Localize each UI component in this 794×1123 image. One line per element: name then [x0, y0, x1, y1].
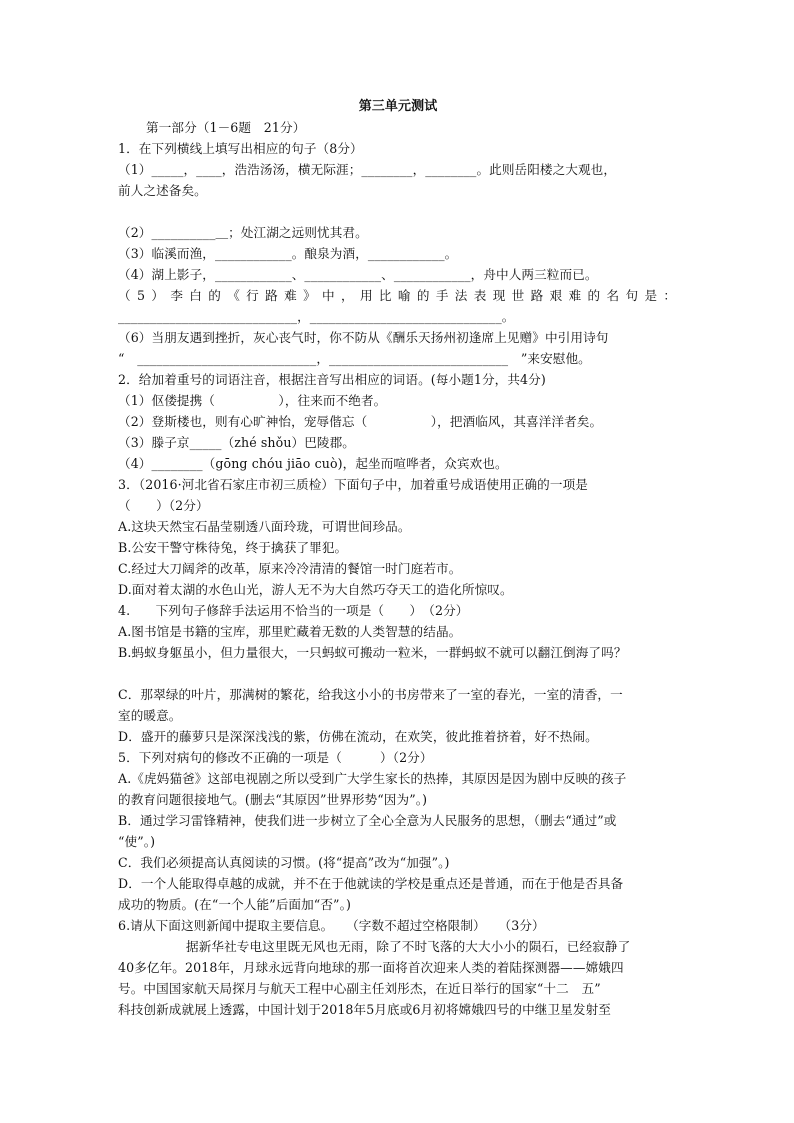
q5-option-d: D．一个人能取得卓越的成就，并不在于他就读的学校是重点还是普通，而在于他是否具备	[118, 876, 624, 891]
q1-line-1: （1）_____，____，浩浩汤汤，横无际涯；________，________。此则岳阳楼之大观也，	[118, 162, 617, 177]
q6-passage-line-1: 据新华社专电这里既无风也无雨，除了不时飞落的大大小小的陨石，已经寂静了	[186, 939, 631, 954]
q3-option-d: D.面对着太湖的水色山光，游人无不为大自然巧夺天工的造化所惊叹。	[118, 582, 513, 597]
q1-stem: 1．在下列横线上填写出相应的句子（8分）	[118, 141, 363, 156]
q6-passage-line-4: 科技创新成就展上透露，中国计划于2018年5月底或6月初将嫦娥四号的中继卫星发射至	[118, 1002, 611, 1017]
q2-line-4: （4）________（gōng chóu jiāo cuò)，起坐而喧哗者，众宾欢也。	[118, 456, 508, 471]
q2-line-2: （2）登斯楼也，则有心旷神怡，宠辱偕忘（ ），把酒临风，其喜洋洋者矣。	[118, 414, 603, 429]
q3-option-a: A.这块天然宝石晶莹剔透八面玲珑，可谓世间珍品。	[118, 519, 411, 534]
page-title: 第三单元测试	[358, 99, 438, 114]
q3-option-c: C.经过大刀阔斧的改革，原来冷冷清清的餐馆一时门庭若市。	[118, 561, 462, 576]
q4-option-d: D．盛开的藤萝只是深深浅浅的紫，仿佛在流动，在欢笑，彼此推着挤着，好不热闹。	[118, 729, 598, 744]
q2-stem: 2．给加着重号的词语注音，根据注音写出相应的词语。(每小题1分，共4分)	[118, 372, 546, 387]
q4-stem: 4. 下列句子修辞手法运用不恰当的一项是（ ） （2分）	[118, 603, 469, 618]
q1-line-4: （4）湖上影子，____________、____________、____________，舟中人两三粒而已。	[118, 267, 598, 282]
q5-option-b2: “使”。)	[118, 834, 156, 849]
q1-line-5: （5）李白的《行路难》中，用比喻的手法表现世路艰难的名句是：	[118, 288, 678, 303]
spacer	[118, 201, 678, 222]
q5-option-a2: 的教育问题很接地气。(删去“其原因”世界形势“因为”。)	[118, 792, 428, 807]
q3-stem-2: （ ）（2分）	[118, 498, 209, 513]
part-heading: 第一部分（1－6题 21分）	[146, 120, 306, 135]
q4-option-b: B.蚂蚁身躯虽小，但力量很大，一只蚂蚁可搬动一粒米，一群蚂蚁不就可以翻江倒海了吗？	[118, 645, 627, 660]
q1-line-6b: “ ____________________________，____________________________ ”来安慰他。	[118, 351, 591, 366]
q3-option-b: B.公安干警守株待兔，终于擒获了罪犯。	[118, 540, 348, 555]
q1-line-1b: 前人之述备矣。	[118, 183, 207, 198]
q1-line-5b: ____________________________，______________________________。	[118, 309, 515, 324]
q5-option-d2: 成功的物质。(在“一个人能”后面加“否”。)	[118, 897, 351, 912]
document-body	[118, 96, 678, 1020]
q6-stem: 6.请从下面这则新闻中提取主要信息。 （字数不超过空格限制） （3分）	[118, 918, 545, 933]
q1-line-2: （2）__________＿；处江湖之远则忧其君。	[118, 225, 368, 240]
q3-stem: 3．（2016·河北省石家庄市初三质检）下面句子中，加着重号成语使用正确的一项是	[118, 477, 588, 492]
q2-line-1: （1）伛偻提携（ ），往来而不绝者。	[118, 393, 387, 408]
q4-option-a: A.图书馆是书籍的宝库，那里贮藏着无数的人类智慧的结晶。	[118, 624, 462, 639]
q5-option-b: B．通过学习雷锋精神，使我们进一步树立了全心全意为人民服务的思想，（删去“通过”或	[118, 813, 617, 828]
q5-option-c: C．我们必须提高认真阅读的习惯。(将“提高”改为“加强”。)	[118, 855, 450, 870]
q6-passage-line-3: 号。中国国家航天局探月与航天工程中心副主任刘彤杰，在近日举行的国家“十二 五”	[118, 981, 601, 996]
spacer	[118, 663, 678, 684]
q6-passage-line-2: 40多亿年。2018年，月球永远背向地球的那一面将首次迎来人类的着陆探测器——嫦娥四	[118, 960, 624, 975]
q1-line-3: （3）临溪而渔，____________。酿泉为酒，____________。	[118, 246, 458, 261]
q4-option-c2: 室的暖意。	[118, 708, 182, 723]
q5-stem: 5．下列对病句的修改不正确的一项是（ ）（2分）	[118, 750, 433, 765]
q2-line-3: （3）滕子京_____（zhé shǒu）巴陵郡。	[118, 435, 355, 450]
q4-option-c: C．那翠绿的叶片，那满树的繁花，给我这小小的书房带来了一室的春光，一室的清香，一	[118, 687, 623, 702]
q1-line-6: （6）当朋友遇到挫折，灰心丧气时，你不防从《酬乐天扬州初逢席上见赠》中引用诗句	[118, 330, 609, 345]
q5-option-a: A.《虎妈猫爸》这部电视剧之所以受到广大学生家长的热捧，其原因是因为剧中反映的孩子	[118, 771, 627, 786]
